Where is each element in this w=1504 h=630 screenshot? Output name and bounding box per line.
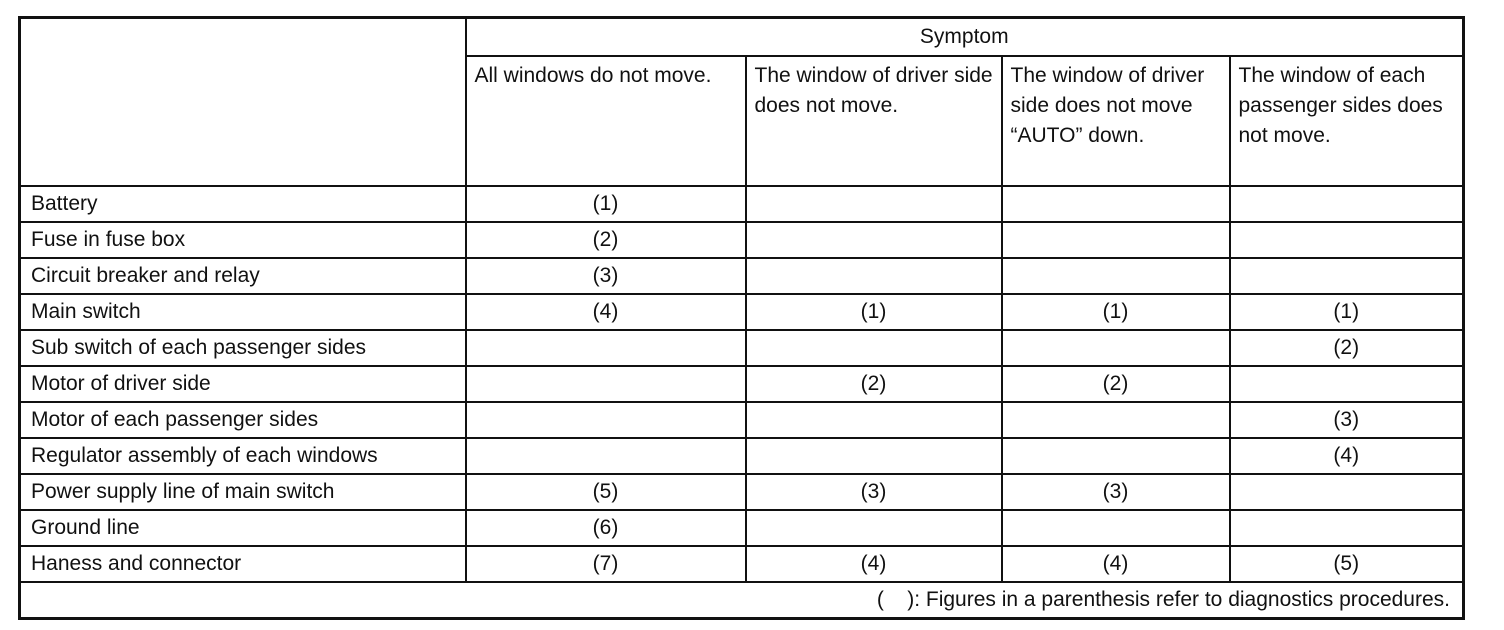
table-cell — [466, 402, 746, 438]
table-cell: (6) — [466, 510, 746, 546]
table-cell — [1230, 510, 1464, 546]
table-cell: (5) — [1230, 546, 1464, 582]
table-row — [20, 438, 1464, 474]
column-header: The window of driver side does not move. — [746, 56, 1002, 186]
table-row — [20, 294, 1464, 330]
table-cell: (4) — [1002, 546, 1230, 582]
table-cell — [1230, 474, 1464, 510]
table-cell — [466, 330, 746, 366]
table-cell: (2) — [746, 366, 1002, 402]
table-cell — [1002, 330, 1230, 366]
table-row — [20, 510, 1464, 546]
footnote-row — [20, 582, 1464, 619]
row-label: Main switch — [20, 294, 466, 330]
table-cell — [1002, 510, 1230, 546]
table-cell: (1) — [1002, 294, 1230, 330]
footnote: ( ): Figures in a parenthesis refer to diagnostics procedures. — [20, 582, 1464, 619]
table-row — [20, 330, 1464, 366]
row-label: Haness and connector — [20, 546, 466, 582]
table-cell: (4) — [466, 294, 746, 330]
table-cell: (3) — [746, 474, 1002, 510]
symptom-header: Symptom — [466, 18, 1464, 57]
table-cell: (5) — [466, 474, 746, 510]
table-cell — [1230, 222, 1464, 258]
table-row — [20, 258, 1464, 294]
table-cell — [746, 330, 1002, 366]
table-cell — [466, 438, 746, 474]
table-cell: (3) — [1002, 474, 1230, 510]
column-header: The window of driver side does not move “AUTO” down. — [1002, 56, 1230, 186]
table-cell — [746, 402, 1002, 438]
table-cell — [1002, 258, 1230, 294]
table-cell: (4) — [746, 546, 1002, 582]
table-cell: (3) — [466, 258, 746, 294]
table-cell: (1) — [466, 186, 746, 222]
table-cell: (2) — [1002, 366, 1230, 402]
row-label: Battery — [20, 186, 466, 222]
table-cell: (2) — [1230, 330, 1464, 366]
header-row-symptom — [20, 18, 1464, 57]
row-label: Power supply line of main switch — [20, 474, 466, 510]
table-row — [20, 402, 1464, 438]
table-cell — [1002, 222, 1230, 258]
table-cell — [1002, 438, 1230, 474]
table-cell — [1230, 186, 1464, 222]
table-row — [20, 186, 1464, 222]
row-label: Fuse in fuse box — [20, 222, 466, 258]
table-row — [20, 546, 1464, 582]
table-cell — [746, 222, 1002, 258]
table-cell — [466, 366, 746, 402]
table-row — [20, 222, 1464, 258]
row-label: Motor of driver side — [20, 366, 466, 402]
table-cell: (4) — [1230, 438, 1464, 474]
table-cell: (7) — [466, 546, 746, 582]
row-label: Circuit breaker and relay — [20, 258, 466, 294]
table-cell: (1) — [1230, 294, 1464, 330]
table-cell — [746, 510, 1002, 546]
table-row — [20, 474, 1464, 510]
table-cell: (3) — [1230, 402, 1464, 438]
row-label: Motor of each passenger sides — [20, 402, 466, 438]
row-label: Regulator assembly of each windows — [20, 438, 466, 474]
table-row — [20, 366, 1464, 402]
table-cell — [746, 258, 1002, 294]
table-cell: (1) — [746, 294, 1002, 330]
column-header: All windows do not move. — [466, 56, 746, 186]
table-cell — [746, 186, 1002, 222]
column-header: The window of each passenger sides does not move. — [1230, 56, 1464, 186]
row-label: Sub switch of each passenger sides — [20, 330, 466, 366]
table-cell — [1230, 258, 1464, 294]
corner-cell — [20, 18, 466, 187]
table-cell: (2) — [466, 222, 746, 258]
diagnostic-table — [18, 16, 1465, 620]
table-cell — [1230, 366, 1464, 402]
table-cell — [746, 438, 1002, 474]
diagnostic-table-container — [18, 16, 1464, 620]
row-label: Ground line — [20, 510, 466, 546]
table-cell — [1002, 402, 1230, 438]
table-cell — [1002, 186, 1230, 222]
